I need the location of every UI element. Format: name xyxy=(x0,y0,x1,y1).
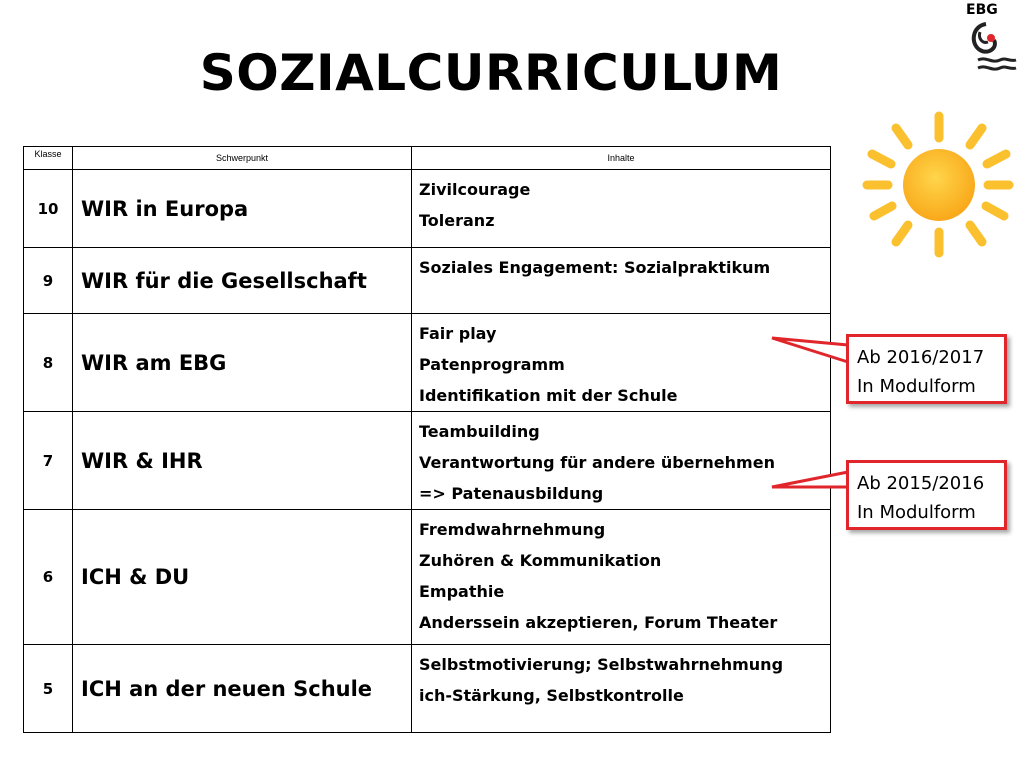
inhalt-item: Empathie xyxy=(419,582,505,601)
schwerpunkt-cell: WIR & IHR xyxy=(73,412,412,510)
header-klasse: Klasse xyxy=(24,147,73,170)
klasse-cell: 6 xyxy=(24,510,73,645)
klasse-cell: 9 xyxy=(24,248,73,314)
callout-2016-2017 xyxy=(846,334,1007,404)
schwerpunkt-cell: WIR am EBG xyxy=(73,314,412,412)
klasse-cell: 10 xyxy=(24,170,73,248)
inhalt-item: Fremdwahrnehmung xyxy=(419,520,606,539)
inhalt-item: => Patenausbildung xyxy=(419,484,604,503)
schwerpunkt-cell: WIR in Europa xyxy=(73,170,412,248)
callout-line: In Modulform xyxy=(857,502,976,523)
inhalt-item: Fair play xyxy=(419,324,497,343)
callout-line: Ab 2016/2017 xyxy=(857,347,985,368)
klasse-cell: 8 xyxy=(24,314,73,412)
inhalt-item: ich-Stärkung, Selbstkontrolle xyxy=(419,686,684,705)
header-schwerpunkt: Schwerpunkt xyxy=(73,147,412,170)
page-title: SOZIALCURRICULUM xyxy=(199,44,783,102)
schwerpunkt-cell: ICH & DU xyxy=(73,510,412,645)
inhalt-item: Teambuilding xyxy=(419,422,540,441)
logo-text: EBG xyxy=(966,2,998,18)
inhalt-item: Soziales Engagement: Sozialpraktikum xyxy=(419,258,771,277)
klasse-cell: 5 xyxy=(24,645,73,733)
inhalt-item: Toleranz xyxy=(419,211,495,230)
inhalt-item: Identifikation mit der Schule xyxy=(419,386,678,405)
schwerpunkt-cell: WIR für die Gesellschaft xyxy=(73,248,412,314)
callout-2015-2016 xyxy=(846,460,1007,530)
inhalt-item: Zivilcourage xyxy=(419,180,531,199)
schwerpunkt-cell: ICH an der neuen Schule xyxy=(73,645,412,733)
callout-line: In Modulform xyxy=(857,376,976,397)
klasse-cell: 7 xyxy=(24,412,73,510)
callout-line: Ab 2015/2016 xyxy=(857,473,985,494)
inhalt-item: Verantwortung für andere übernehmen xyxy=(419,453,775,472)
inhalt-item: Selbstmotivierung; Selbstwahrnehmung xyxy=(419,655,784,674)
inhalt-item: Patenprogramm xyxy=(419,355,565,374)
inhalt-item: Zuhören & Kommunikation xyxy=(419,551,662,570)
inhalt-item: Anderssein akzeptieren, Forum Theater xyxy=(419,613,778,632)
header-inhalte: Inhalte xyxy=(412,147,831,170)
